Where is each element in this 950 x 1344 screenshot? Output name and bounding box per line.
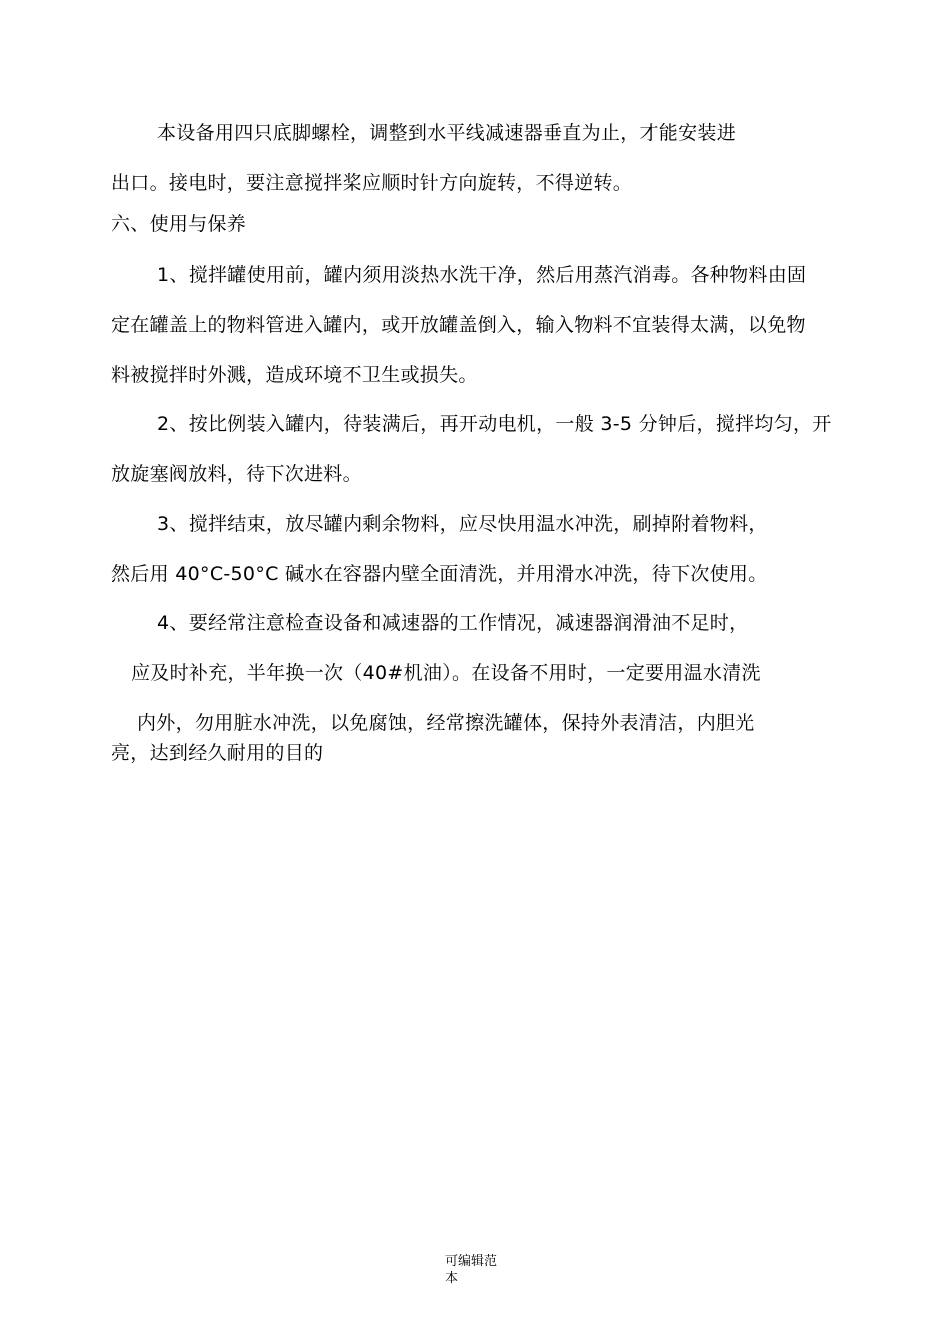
paragraph-line-1: 本设备用四只底脚螺栓，调整到水平线减速器垂直为止，才能安装进 (157, 122, 737, 144)
paragraph-line-12: 应及时补充，半年换一次（40#机油）。在设备不用时，一定要用温水清洗 (131, 662, 761, 684)
paragraph-line-11: 4、要经常注意检查设备和减速器的工作情况，减速器润滑油不足时， (157, 612, 749, 634)
paragraph-line-7: 2、按比例装入罐内，待装满后，再开动电机，一般 3-5 分钟后，搅拌均匀，开 (157, 413, 832, 435)
footer-text-line-1: 可编辑范 (445, 1254, 498, 1269)
paragraph-line-9: 3、搅拌结束，放尽罐内剩余物料，应尽快用温水冲洗，刷掉附着物料， (157, 513, 768, 535)
paragraph-line-5: 定在罐盖上的物料管进入罐内，或开放罐盖倒入，输入物料不宜装得太满，以免物 (111, 314, 806, 336)
paragraph-line-10: 然后用 40°C-50°C 碱水在容器内壁全面清洗，并用滑水冲洗，待下次使用。 (111, 563, 768, 585)
section-heading: 六、使用与保养 (111, 213, 247, 235)
paragraph-line-8: 放旋塞阀放料，待下次进料。 (111, 463, 362, 485)
paragraph-line-4: 1、搅拌罐使用前，罐内须用淡热水洗干净，然后用蒸汽消毒。各种物料由固 (157, 264, 807, 286)
footer-text-line-2: 本 (445, 1271, 459, 1286)
paragraph-line-6: 料被搅拌时外溅，造成环境不卫生或损失。 (111, 364, 478, 386)
paragraph-line-13: 内外，勿用脏水冲洗，以免腐蚀，经常擦洗罐体，保持外表清洁，内胆光 (137, 712, 755, 734)
page-footer (445, 1253, 505, 1287)
paragraph-line-2: 出口。接电时，要注意搅拌桨应顺时针方向旋转，不得逆转。 (111, 172, 633, 194)
paragraph-line-14: 亮，达到经久耐用的目的 (111, 742, 324, 764)
